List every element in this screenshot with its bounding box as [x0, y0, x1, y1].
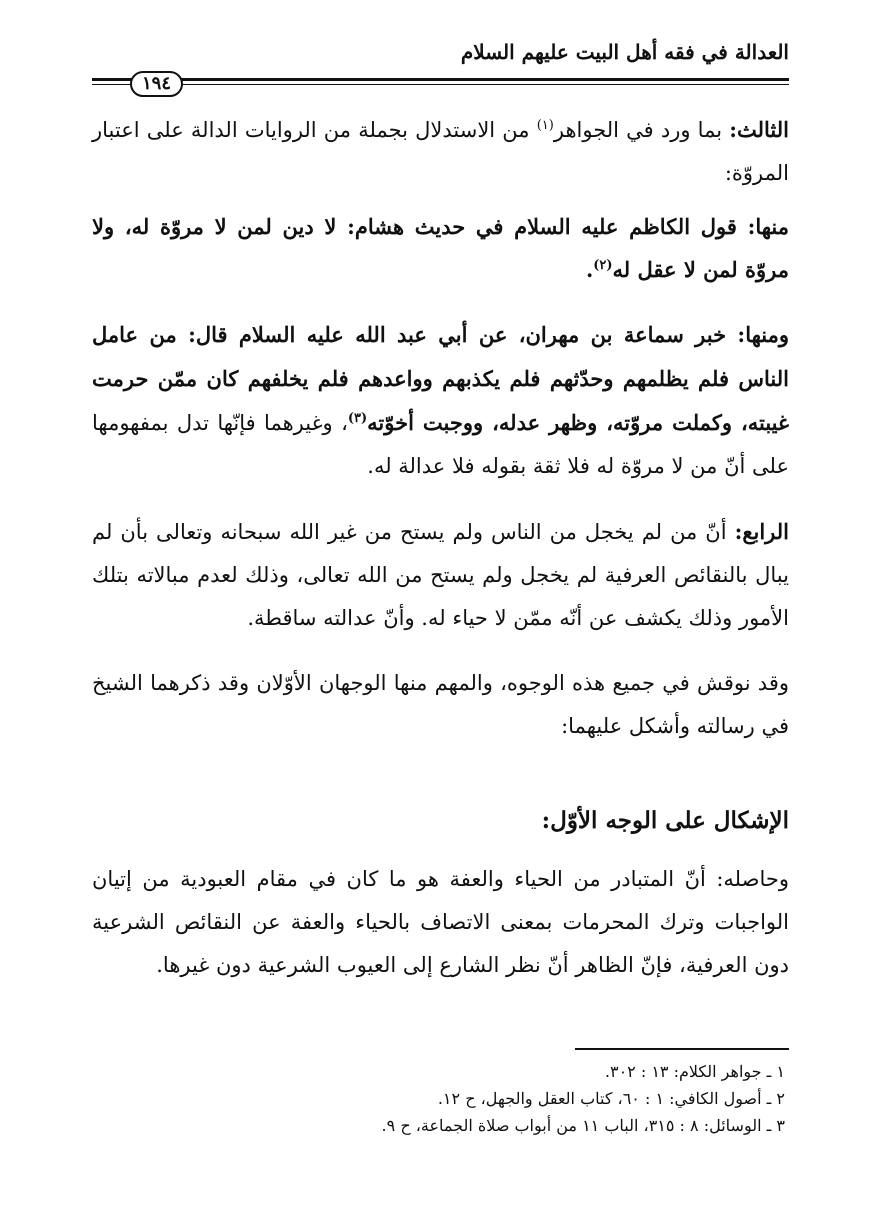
paragraph-objection-intro [92, 662, 789, 748]
paragraph-third-argument [92, 108, 789, 195]
paragraph-lead: الرابع: [734, 519, 789, 544]
footnote-separator [575, 1048, 789, 1050]
paragraph-lead: الثالث: [729, 117, 789, 142]
footnote-marker: (٣) [347, 411, 368, 426]
header-rule-thick [92, 78, 789, 81]
paragraph-text: من الاستدلال بجملة من الروايات الدالة على اعتبار المروّة: [92, 118, 789, 185]
paragraph-fourth-argument [92, 510, 789, 640]
section-heading: الإشكال على الوجه الأوّل: [541, 807, 789, 834]
paragraph-kazim-hadith [92, 205, 789, 291]
running-title: العدالة في فقه أهل البيت عليهم السلام [460, 40, 789, 64]
paragraph-text: وحاصله: أنّ المتبادر من الحياء والعفة هو ما كان في مقام العبودية من إتيان الواجبات وترك المحرمات بمعنى الاتصاف بالحياء والعفة عن النقائص الشرعية دون العرفية، فإنّ الظاهر أنّ نظر الشارع إلى العيوب الشرعية دون غيرها. [92, 867, 789, 977]
paragraph-text: ، وغيرهما فإنّها تدل بمفهومها على أنّ من لا مروّة له فلا ثقة بقوله فلا عدالة له. [92, 411, 789, 478]
header-rule-thin [92, 84, 789, 85]
footnote-3: ٣ ـ الوسائل: ٨ : ٣١٥، الباب ١١ من أبواب صلاة الجماعة، ح ٩. [381, 1116, 785, 1135]
paragraph-text: وقد نوقش في جميع هذه الوجوه، والمهم منها الوجهان الأوّلان وقد ذكرهما الشيخ في رسالته وأشكل عليهما: [92, 671, 789, 738]
paragraph-summary [92, 858, 789, 987]
page-body [92, 108, 789, 1009]
paragraph-samaa-hadith [92, 313, 789, 488]
paragraph-text: بما ورد في الجواهر [553, 118, 730, 142]
paragraph-text: منها: قول الكاظم عليه السلام في حديث هشام: لا دين لمن لا مروّة له، ولا مروّة لمن لا عقل له [92, 214, 789, 282]
paragraph-tail: . [585, 257, 594, 282]
footnotes [92, 1048, 789, 1139]
footnote-marker: (١) [536, 118, 554, 133]
page-header [92, 26, 789, 94]
footnote-2: ٢ ـ أصول الكافي: ١ : ٦٠، كتاب العقل والجهل، ح ١٢. [437, 1089, 785, 1108]
paragraph-text: أنّ من لم يخجل من الناس ولم يستح من غير الله سبحانه وتعالى بأن لم يبال بالنقائص العرفية لم يخجل ولم يستح من الله تعالى، وذلك لعدم مبالاته بتلك الأمور وذلك يكشف عن أنّه ممّن لا حياء له. وأنّ عدالته ساقطة. [92, 520, 789, 630]
footnote-marker: (٢) [593, 258, 613, 273]
footnote-1: ١ ـ جواهر الكلام: ١٣ : ٣٠٢. [604, 1062, 785, 1081]
paragraph-text-bold: ومنها: خبر سماعة بن مهران، عن أبي عبد الله عليه السلام قال: من عامل الناس فلم يظلمهم وحدّثهم فلم يكذبهم وواعدهم فلم يخلفهم كان ممّن حرمت غيبته، وكملت مروّته، وظهر عدله، ووجبت أخوّته [92, 322, 789, 435]
page-number: ١٩٤ [130, 71, 183, 97]
